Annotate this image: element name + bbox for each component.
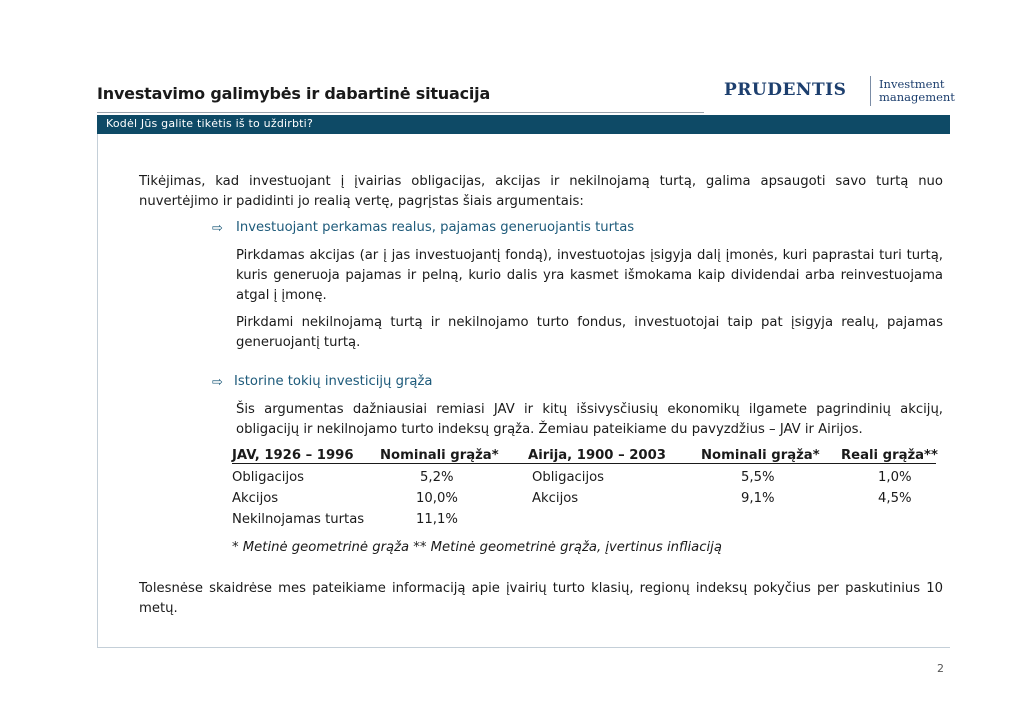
table-header-underline — [232, 463, 936, 464]
table-cell-ireland-nominal: 9,1% — [741, 491, 775, 506]
table-cell-ireland-real: 1,0% — [878, 470, 912, 485]
table-cell-usa-nominal: 5,2% — [420, 470, 454, 485]
table-cell-ireland-asset: Akcijos — [532, 491, 579, 506]
table-cell-usa-nominal: 10,0% — [416, 491, 458, 506]
bullet1-paragraph-2: Pirkdami nekilnojamą turtą ir nekilnojamo turto fondus, investuotojai taip pat įsigyja realų, pajamas generuojantį turtą. — [236, 315, 943, 350]
table-header-usa-period: JAV, 1926 – 1996 — [232, 448, 354, 463]
logo-subtitle-line2: management — [879, 90, 955, 104]
section-banner-text: Kodėl Jūs galite tikėtis iš to uždirbti? — [106, 117, 313, 130]
title-underline — [97, 112, 704, 113]
slide-title: Investavimo galimybės ir dabartinė situacija — [97, 84, 491, 103]
table-cell-ireland-real: 4,5% — [878, 491, 912, 506]
table-header-ireland-real: Reali grąža** — [841, 448, 938, 463]
bullet1-paragraph-1: Pirkdamas akcijas (ar į jas investuojantį fondą), investuotojas įsigyja dalį įmonės, kuri paprastai turi turtą, kuris generuoja pajamas ir pelną, kurio dalis yra kasmet išmokama kaip dividendai arba reinvestuojama atgal į įmonę. — [236, 248, 943, 303]
table-footnote: * Metinė geometrinė grąža ** Metinė geometrinė grąža, įvertinus infliaciją — [232, 540, 722, 555]
company-logo: PRUDENTIS — [724, 80, 847, 100]
intro-paragraph: Tikėjimas, kad investuojant į įvairias obligacijas, akcijas ir nekilnojamą turtą, galima apsaugoti savo turtą nuo nuvertėjimo ir padidinti jo realią vertę, pagrįstas šiais argumentais: — [139, 174, 943, 209]
table-header-ireland-period: Airija, 1900 – 2003 — [528, 448, 666, 463]
bullet-heading-real-assets: Investuojant perkamas realus, pajamas generuojantis turtas — [236, 220, 635, 235]
logo-subtitle — [879, 78, 955, 104]
bullet-heading-historical-returns: Istorine tokių investicijų grąža — [234, 374, 433, 389]
table-cell-ireland-nominal: 5,5% — [741, 470, 775, 485]
table-header-usa-nominal: Nominali grąža* — [380, 448, 499, 463]
arrow-right-icon: ⇨ — [212, 375, 223, 390]
table-cell-ireland-asset: Obligacijos — [532, 470, 605, 485]
arrow-right-icon: ⇨ — [212, 221, 223, 236]
table-cell-usa-asset: Akcijos — [232, 491, 279, 506]
logo-divider — [870, 76, 871, 106]
table-cell-usa-asset: Obligacijos — [232, 470, 305, 485]
table-cell-usa-asset: Nekilnojamas turtas — [232, 512, 365, 527]
table-header-ireland-nominal: Nominali grąža* — [701, 448, 820, 463]
closing-paragraph: Tolesnėse skaidrėse mes pateikiame informaciją apie įvairių turto klasių, regionų indeksų pokyčius per paskutinius 10 metų. — [139, 581, 943, 616]
table-cell-usa-nominal: 11,1% — [416, 512, 458, 527]
logo-subtitle-line1: Investment — [879, 77, 945, 91]
page-number: 2 — [937, 662, 944, 675]
bullet2-paragraph-1: Šis argumentas dažniausiai remiasi JAV ir kitų išsivysčiusių ekonomikų ilgamete pagrindinių akcijų, obligacijų ir nekilnojamo turto indeksų grąža. Žemiau pateikiame du pavyzdžius – JAV ir Airijos. — [236, 402, 943, 437]
